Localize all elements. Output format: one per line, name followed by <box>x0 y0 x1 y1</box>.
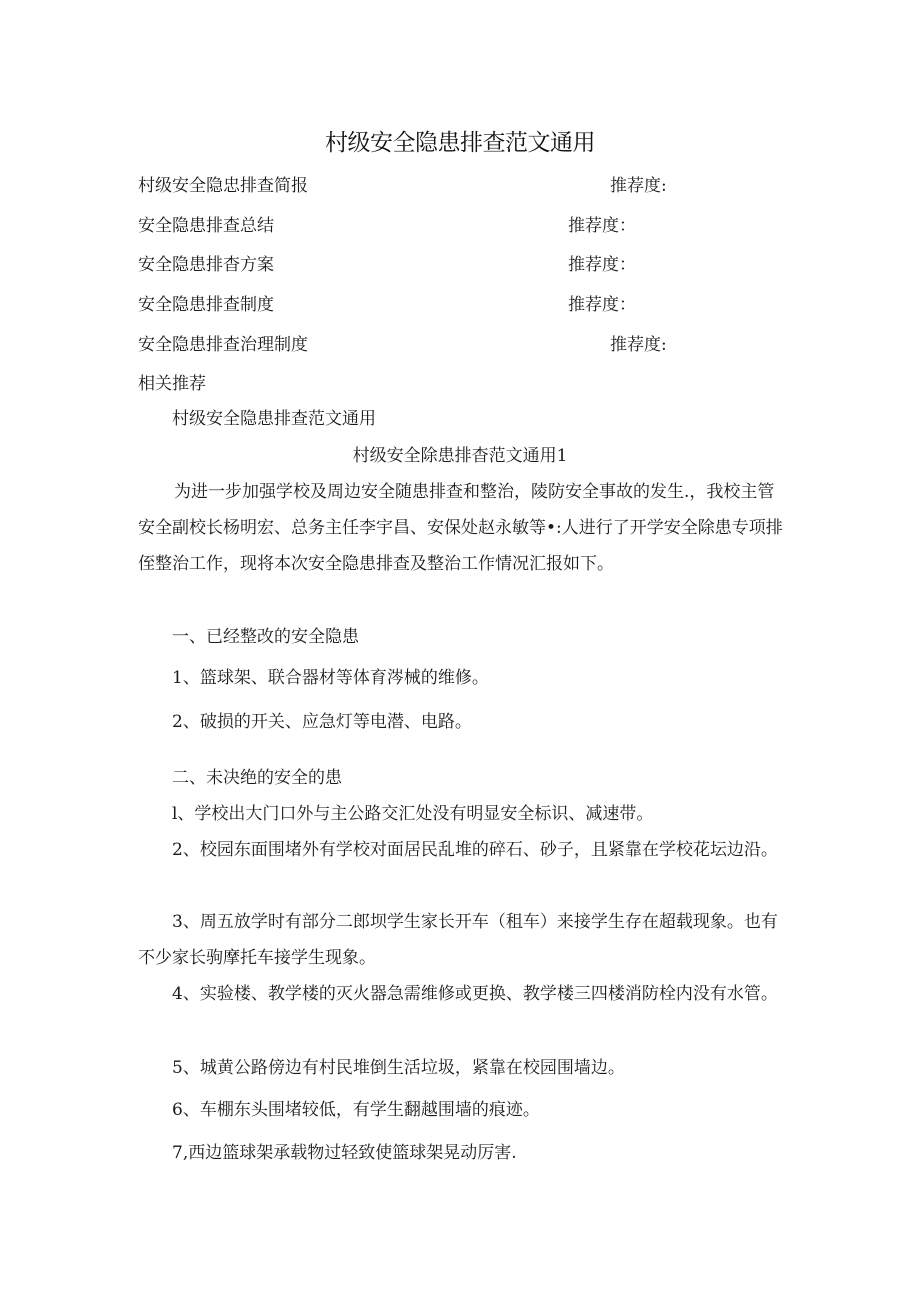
recommend-rating-label: 推荐度： <box>568 255 636 275</box>
list-item: 5、城黄公路傍边有村民堆倒生活垃圾，紧靠在校园围墙边。 <box>172 1058 625 1078</box>
recommend-link[interactable]: 村级安全隐忠排查简报 <box>138 176 308 196</box>
section-heading: 二、未决绝的安全的患 <box>172 768 342 788</box>
recommend-link[interactable]: 安全隐患排查制度 <box>138 295 274 315</box>
recommend-link[interactable]: 安全隐患排杳方案 <box>138 255 274 275</box>
recommend-row[interactable] <box>138 251 698 279</box>
recommend-row[interactable] <box>138 291 698 319</box>
recommend-rating-label: 推荐度： <box>568 216 636 236</box>
list-item: 4、实验楼、教学楼的灭火器急需维修或更换、教学楼三四楼消防栓内没有水管。 <box>172 984 778 1004</box>
recommend-row[interactable] <box>138 212 698 240</box>
list-item: 2、校园东面围堵外有学校对面居民乱堆的碎石、砂子，且紧靠在学校花坛边沿。 <box>172 840 778 860</box>
related-label: 相关推荐 <box>138 374 206 394</box>
recommend-row[interactable] <box>138 331 698 359</box>
list-item: 1、篮球架、联合器材等体育涔械的维修。 <box>172 668 489 688</box>
section-title: 村级安全除患排杳范文通用1 <box>352 446 568 466</box>
recommend-rating-label: 推荐度: <box>610 176 667 196</box>
section-heading: 一、已经整改的安全隐患 <box>172 627 359 647</box>
list-item: 7,西边篮球架承载物过轻致使篮球架晃动厉害. <box>172 1143 517 1163</box>
list-item: l、学校出大门口外与主公路交汇处没有明显安全标识、减速带。 <box>172 804 654 824</box>
recommend-link[interactable]: 安全隐患排查总结 <box>138 216 274 236</box>
list-item: 6、车棚东头围堵较低，有学生翻越围墙的痕迹。 <box>172 1100 540 1120</box>
recommend-rating-label: 推荐度： <box>568 295 636 315</box>
recommend-rating-label: 推荐度: <box>610 335 667 355</box>
list-item: 3、周五放学时有部分二郎坝学生家长开车（租车）来接学生存在超载现象。也有不少家长驹摩托车接学生现象。 <box>138 912 778 968</box>
recommend-link[interactable]: 安全隐患排查治理制度 <box>138 335 308 355</box>
intro-paragraph: 为进一步加强学校及周边安全随患排查和整治，陵防安全事故的发生.，我校主管安全副校长杨明宏、总务主任李宇昌、安保处赵永敏等•:人进行了开学安全除患专项排侄整治工作，现将本次安全隐患排查及整治工作情况汇报如下。 <box>138 482 783 574</box>
related-link[interactable]: 村级安全隐患排查范文通用 <box>172 409 376 429</box>
recommend-row[interactable] <box>138 172 698 200</box>
list-item: 2、破损的开关、应急灯等电潜、电路。 <box>172 712 472 732</box>
document-title: 村级安全隐患排查范文通用 <box>325 130 595 156</box>
